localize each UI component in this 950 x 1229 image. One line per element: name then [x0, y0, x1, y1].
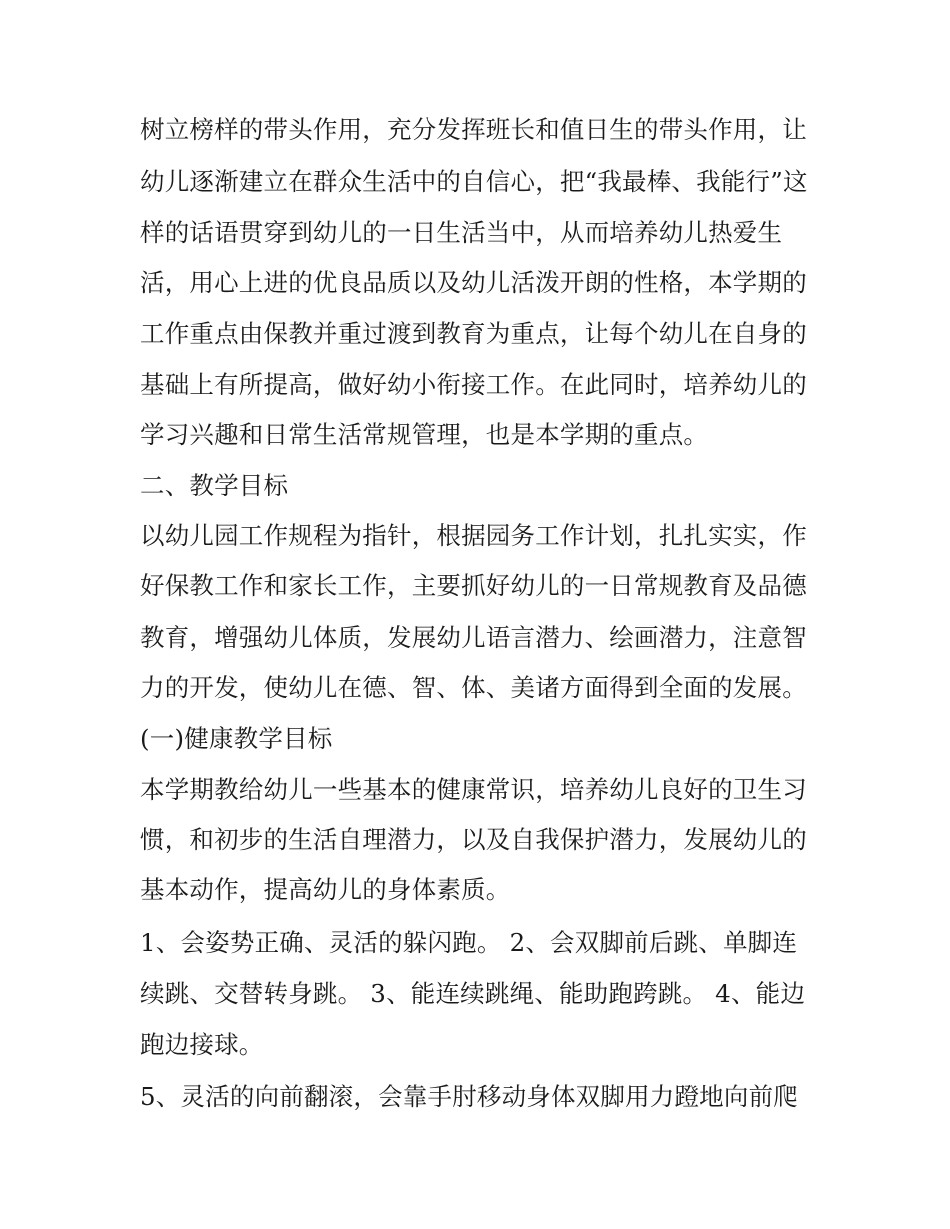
paragraph-line: 本学期教给幼儿一些基本的健康常识，培养幼儿良好的卫生习	[140, 775, 807, 804]
paragraph-line: 树立榜样的带头作用，充分发挥班长和值日生的带头作用，让	[140, 115, 807, 144]
paragraph-line: 以幼儿园工作规程为指针，根据园务工作计划，扎扎实实，作	[140, 521, 807, 550]
paragraph-line: 幼儿逐渐建立在群众生活中的自信心，把“我最棒、我能行”这	[140, 167, 808, 196]
paragraph-line: 惯，和初步的生活自理潜力，以及自我保护潜力，发展幼儿的	[140, 825, 807, 854]
subsection-heading: (一)健康教学目标	[140, 724, 333, 753]
paragraph-line: 活，用心上进的优良品质以及幼儿活泼开朗的性格，本学期的	[140, 268, 807, 297]
list-line: 1、会姿势正确、灵活的躲闪跑。 2、会双脚前后跳、单脚连	[140, 928, 798, 957]
section-heading: 二、教学目标	[140, 471, 289, 500]
paragraph-line: 工作重点由保教并重过渡到教育为重点，让每个幼儿在自身的	[140, 319, 807, 348]
paragraph-line: 样的话语贯穿到幼儿的一日生活当中，从而培养幼儿热爱生	[140, 218, 783, 247]
paragraph-line: 力的开发，使幼儿在德、智、体、美诸方面得到全面的发展。	[140, 673, 807, 702]
paragraph-line: 基本动作，提高幼儿的身体素质。	[140, 875, 511, 904]
list-line: 续跳、交替转身跳。 3、能连续跳绳、能助跑跨跳。 4、能边	[140, 979, 806, 1008]
list-line: 跑边接球。	[140, 1030, 264, 1059]
paragraph-line: 教育，增强幼儿体质，发展幼儿语言潜力、绘画潜力，注意智	[140, 623, 807, 652]
paragraph-line: 好保教工作和家长工作，主要抓好幼儿的一日常规教育及品德	[140, 571, 807, 600]
paragraph-line: 学习兴趣和日常生活常规管理，也是本学期的重点。	[140, 420, 709, 449]
list-line: 5、灵活的向前翻滚，会靠手肘移动身体双脚用力蹬地向前爬	[140, 1082, 798, 1111]
paragraph-line: 基础上有所提高，做好幼小衔接工作。在此同时，培养幼儿的	[140, 370, 807, 399]
